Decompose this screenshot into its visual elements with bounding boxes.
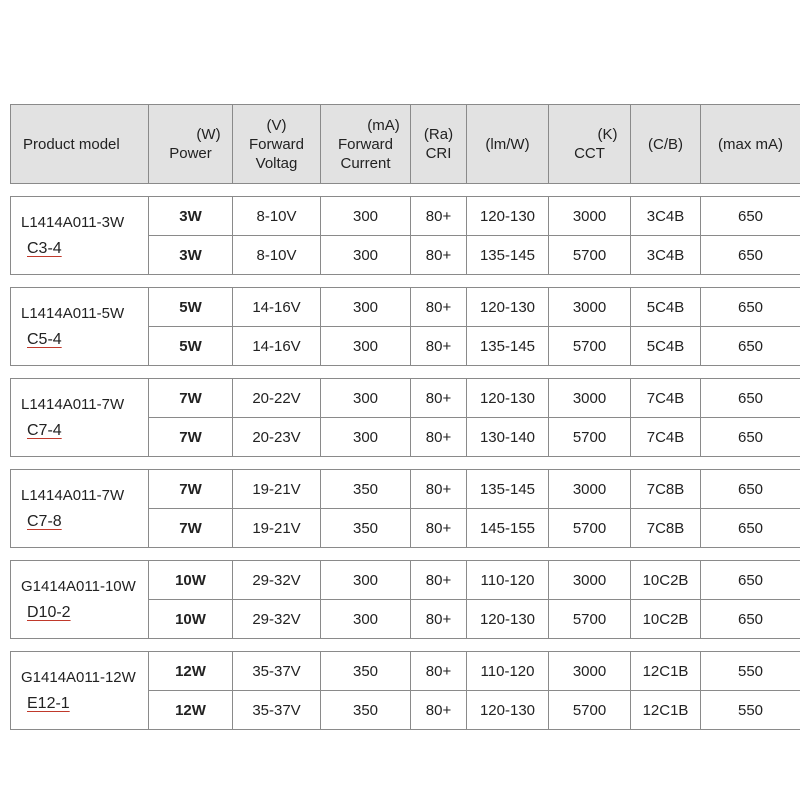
table-row	[11, 470, 800, 509]
header-product-model-label: Product model	[23, 135, 120, 153]
header-efficacy-label: (lm/W)	[485, 135, 530, 153]
max-cell: 650	[701, 236, 800, 275]
voltage-cell: 35-37V	[233, 652, 321, 691]
efficacy-cell: 120-130	[467, 379, 549, 418]
product-model-code: G1414A011-10W	[21, 577, 136, 595]
power-cell: 10W	[149, 600, 233, 639]
cct-cell: 3000	[549, 652, 631, 691]
group-spacer-cell	[11, 457, 800, 470]
power-cell: 12W	[149, 691, 233, 730]
product-model-subcode: C7-8	[27, 512, 62, 530]
voltage-cell: 20-23V	[233, 418, 321, 457]
efficacy-cell: 110-120	[467, 561, 549, 600]
max-cell: 550	[701, 691, 800, 730]
power-cell: 3W	[149, 197, 233, 236]
voltage-cell: 14-16V	[233, 327, 321, 366]
max-cell: 650	[701, 470, 800, 509]
voltage-cell: 29-32V	[233, 600, 321, 639]
header-cct-unit: (K)	[597, 126, 618, 143]
cb-cell: 3C4B	[631, 197, 701, 236]
cri-cell: 80+	[411, 197, 467, 236]
product-model-code: L1414A011-7W	[21, 486, 125, 504]
cb-cell: 7C8B	[631, 470, 701, 509]
product-model-subcode: C5-4	[27, 330, 62, 348]
header-power-label: Power	[169, 145, 212, 162]
current-cell: 300	[321, 236, 411, 275]
table-row	[11, 197, 800, 236]
header-cri-label: CRI	[425, 145, 452, 162]
current-cell: 350	[321, 470, 411, 509]
cri-cell: 80+	[411, 379, 467, 418]
product-model-cell	[11, 652, 149, 730]
cct-cell: 5700	[549, 236, 631, 275]
group-spacer-cell	[11, 184, 800, 197]
table-header-row	[11, 105, 800, 184]
product-model-cell	[11, 470, 149, 548]
current-cell: 300	[321, 379, 411, 418]
group-spacer	[11, 639, 800, 652]
voltage-cell: 8-10V	[233, 236, 321, 275]
cri-cell: 80+	[411, 561, 467, 600]
cct-cell: 5700	[549, 418, 631, 457]
current-cell: 300	[321, 561, 411, 600]
product-model-subcode: D10-2	[27, 603, 71, 621]
cb-cell: 12C1B	[631, 652, 701, 691]
group-spacer	[11, 184, 800, 197]
max-cell: 650	[701, 327, 800, 366]
group-spacer-cell	[11, 639, 800, 652]
current-cell: 350	[321, 509, 411, 548]
header-cct	[549, 105, 631, 184]
max-cell: 650	[701, 600, 800, 639]
product-model-code: L1414A011-3W	[21, 213, 125, 231]
group-spacer	[11, 275, 800, 288]
power-cell: 3W	[149, 236, 233, 275]
cri-cell: 80+	[411, 652, 467, 691]
efficacy-cell: 135-145	[467, 236, 549, 275]
cct-cell: 3000	[549, 288, 631, 327]
efficacy-cell: 120-130	[467, 691, 549, 730]
efficacy-cell: 130-140	[467, 418, 549, 457]
header-voltage-line1: Forward	[248, 135, 304, 153]
header-forward-voltage	[233, 105, 321, 184]
current-cell: 300	[321, 418, 411, 457]
group-spacer-cell	[11, 275, 800, 288]
efficacy-cell: 135-145	[467, 327, 549, 366]
header-product-model	[11, 105, 149, 184]
product-model-code: L1414A011-5W	[21, 304, 125, 322]
voltage-cell: 19-21V	[233, 470, 321, 509]
power-cell: 7W	[149, 470, 233, 509]
voltage-cell: 8-10V	[233, 197, 321, 236]
current-cell: 350	[321, 691, 411, 730]
table-row	[11, 652, 800, 691]
cb-cell: 5C4B	[631, 327, 701, 366]
cb-cell: 7C4B	[631, 379, 701, 418]
table-row	[11, 379, 800, 418]
table-row	[11, 288, 800, 327]
cct-cell: 5700	[549, 691, 631, 730]
efficacy-cell: 120-130	[467, 197, 549, 236]
max-cell: 650	[701, 561, 800, 600]
efficacy-cell: 110-120	[467, 652, 549, 691]
header-cri-unit: (Ra)	[423, 126, 454, 143]
cct-cell: 3000	[549, 197, 631, 236]
max-cell: 650	[701, 509, 800, 548]
cri-cell: 80+	[411, 418, 467, 457]
cri-cell: 80+	[411, 600, 467, 639]
efficacy-cell: 135-145	[467, 470, 549, 509]
led-spec-table	[10, 104, 800, 730]
header-max-current	[701, 105, 800, 184]
table-row	[11, 561, 800, 600]
max-cell: 650	[701, 197, 800, 236]
efficacy-cell: 145-155	[467, 509, 549, 548]
product-model-cell	[11, 379, 149, 457]
cri-cell: 80+	[411, 288, 467, 327]
current-cell: 300	[321, 327, 411, 366]
header-max-label: (max mA)	[718, 135, 783, 153]
header-cct-label: CCT	[574, 145, 605, 162]
header-current-line2: Current	[340, 154, 391, 172]
product-model-subcode: E12-1	[27, 694, 70, 712]
product-model-code: L1414A011-7W	[21, 395, 125, 413]
power-cell: 7W	[149, 509, 233, 548]
header-voltage-line2: Voltag	[255, 154, 298, 172]
power-cell: 7W	[149, 418, 233, 457]
header-power-unit: (W)	[196, 126, 221, 143]
header-current-line1: Forward	[337, 135, 393, 153]
cb-cell: 12C1B	[631, 691, 701, 730]
group-spacer	[11, 366, 800, 379]
group-spacer	[11, 457, 800, 470]
cct-cell: 3000	[549, 470, 631, 509]
cri-cell: 80+	[411, 470, 467, 509]
voltage-cell: 35-37V	[233, 691, 321, 730]
power-cell: 5W	[149, 327, 233, 366]
header-cb-label: (C/B)	[648, 135, 683, 153]
header-forward-current	[321, 105, 411, 184]
voltage-cell: 20-22V	[233, 379, 321, 418]
efficacy-cell: 120-130	[467, 288, 549, 327]
cct-cell: 5700	[549, 327, 631, 366]
power-cell: 10W	[149, 561, 233, 600]
product-model-subcode: C7-4	[27, 421, 62, 439]
current-cell: 300	[321, 600, 411, 639]
cb-cell: 10C2B	[631, 600, 701, 639]
cri-cell: 80+	[411, 327, 467, 366]
max-cell: 650	[701, 288, 800, 327]
table-body	[11, 184, 800, 730]
product-model-code: G1414A011-12W	[21, 668, 136, 686]
cri-cell: 80+	[411, 691, 467, 730]
spec-table-container	[10, 104, 800, 730]
cb-cell: 3C4B	[631, 236, 701, 275]
product-model-subcode: C3-4	[27, 239, 62, 257]
group-spacer	[11, 548, 800, 561]
cct-cell: 5700	[549, 509, 631, 548]
cb-cell: 10C2B	[631, 561, 701, 600]
cct-cell: 3000	[549, 561, 631, 600]
product-model-cell	[11, 561, 149, 639]
header-cb	[631, 105, 701, 184]
header-efficacy	[467, 105, 549, 184]
group-spacer-cell	[11, 548, 800, 561]
cct-cell: 3000	[549, 379, 631, 418]
cri-cell: 80+	[411, 236, 467, 275]
cb-cell: 7C4B	[631, 418, 701, 457]
header-voltage-unit: (V)	[266, 116, 287, 134]
voltage-cell: 19-21V	[233, 509, 321, 548]
power-cell: 7W	[149, 379, 233, 418]
header-cri	[411, 105, 467, 184]
cri-cell: 80+	[411, 509, 467, 548]
cb-cell: 7C8B	[631, 509, 701, 548]
header-current-unit: (mA)	[367, 116, 400, 134]
cct-cell: 5700	[549, 600, 631, 639]
voltage-cell: 14-16V	[233, 288, 321, 327]
current-cell: 350	[321, 652, 411, 691]
group-spacer-cell	[11, 366, 800, 379]
voltage-cell: 29-32V	[233, 561, 321, 600]
max-cell: 650	[701, 379, 800, 418]
power-cell: 5W	[149, 288, 233, 327]
max-cell: 550	[701, 652, 800, 691]
product-model-cell	[11, 288, 149, 366]
header-power	[149, 105, 233, 184]
current-cell: 300	[321, 288, 411, 327]
cb-cell: 5C4B	[631, 288, 701, 327]
product-model-cell	[11, 197, 149, 275]
current-cell: 300	[321, 197, 411, 236]
max-cell: 650	[701, 418, 800, 457]
efficacy-cell: 120-130	[467, 600, 549, 639]
power-cell: 12W	[149, 652, 233, 691]
